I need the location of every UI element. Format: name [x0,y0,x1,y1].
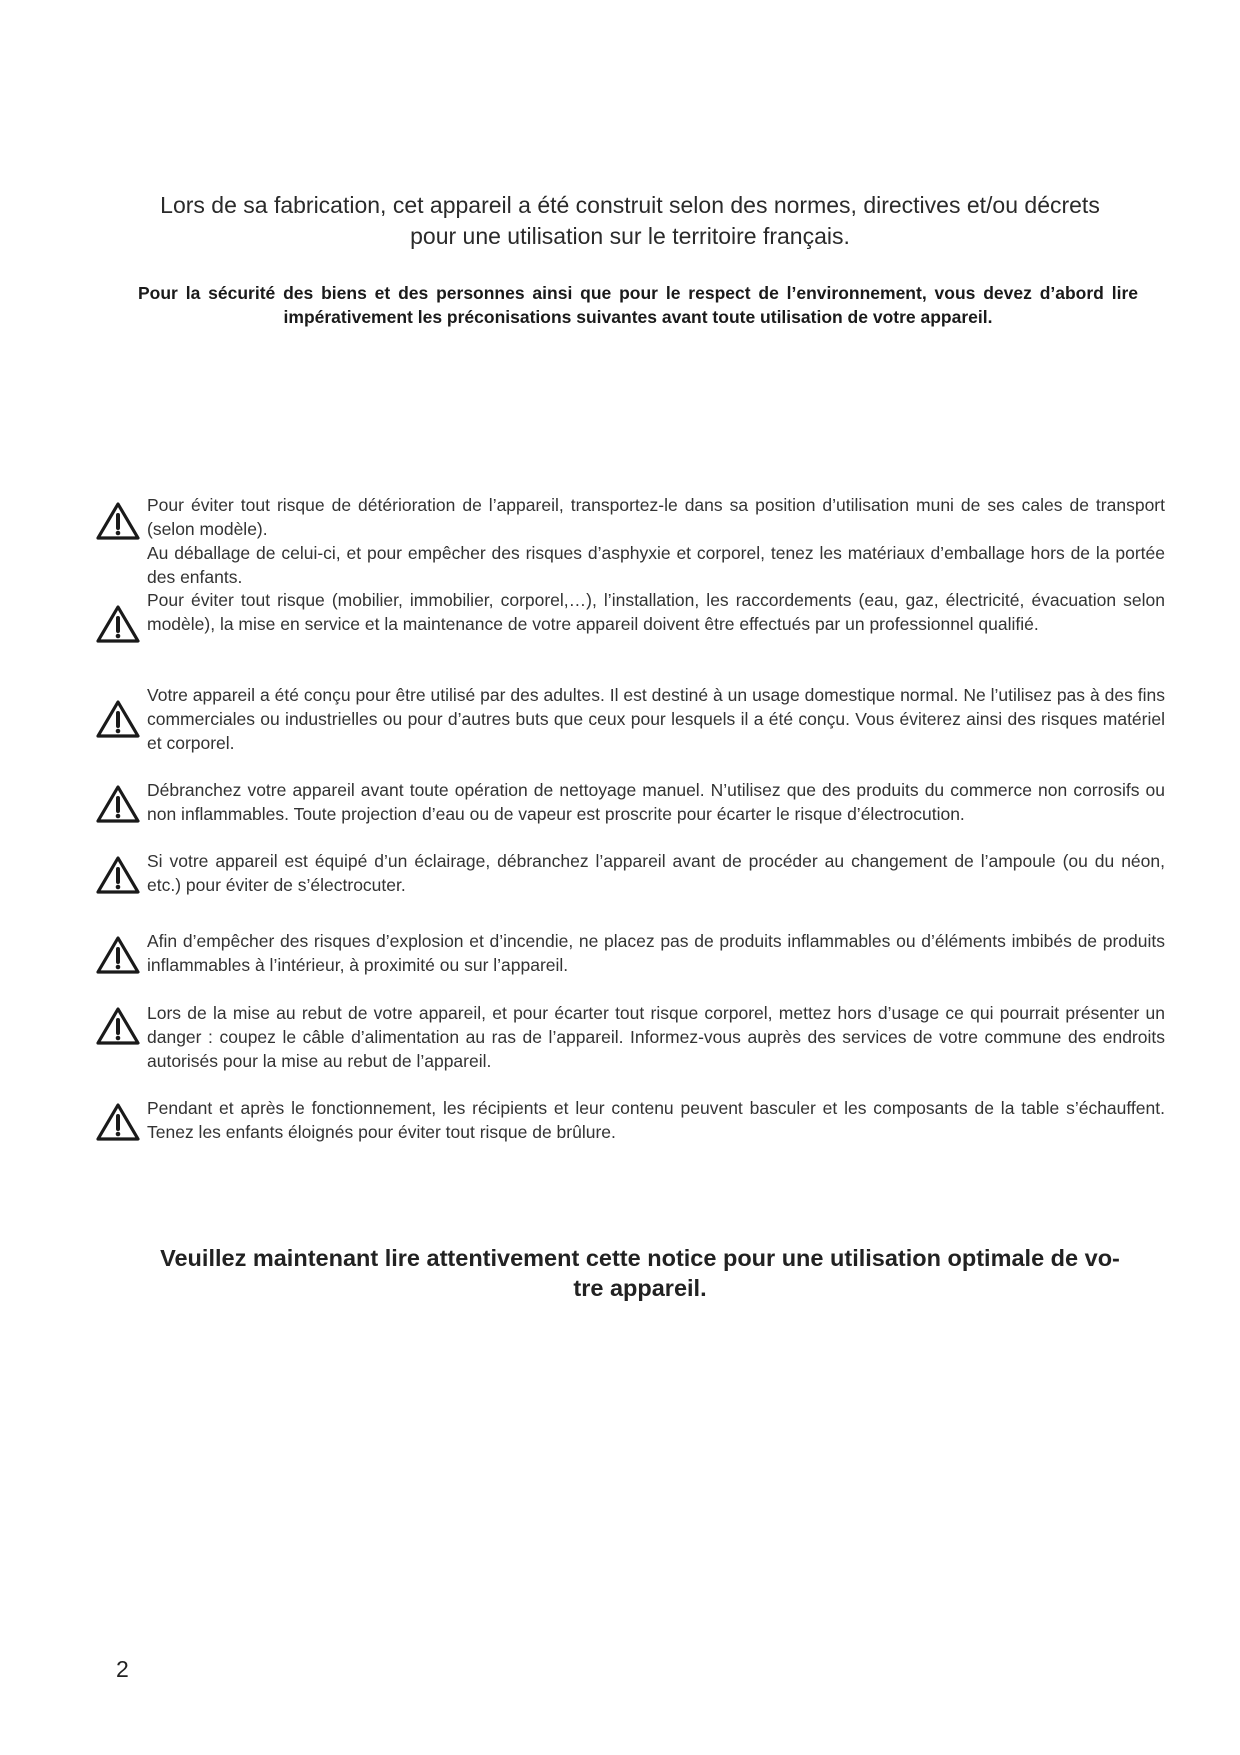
warning-paragraph: Pour éviter tout risque (mobilier, immobilier, corporel,…), l’installation, les raccordements (eau, gaz, électricité, évacuation selon modèle), la mise en service et la maintenance de votre appareil doivent être effectués par un professionnel qualifié. [147,590,1165,634]
warning-text [147,493,1165,589]
closing-line-2: tre appareil. [573,1275,707,1301]
warning-triangle-icon [95,604,141,644]
warning-triangle-icon [95,784,141,824]
warning-item-2 [95,588,1165,683]
warning-text [147,683,1165,755]
warning-text [147,849,1165,897]
warning-text [147,1001,1165,1073]
warning-item-6 [95,929,1165,1001]
warning-paragraph: Lors de la mise au rebut de votre appareil, et pour écarter tout risque corporel, mettez hors d’usage ce qui pourrait présenter un danger : coupez le câble d’alimentation au ras de l’appareil. Informez-vous auprès des services de votre commune des endroits autorisés pour la mise au rebut de l’appareil. [147,1003,1165,1071]
closing-line-1: Veuillez maintenant lire attentivement cette notice pour une utilisation optimale de vo- [160,1245,1120,1271]
warning-text [147,1096,1165,1144]
warning-paragraph: Si votre appareil est équipé d’un éclairage, débranchez l’appareil avant de procéder au changement de l’ampoule (ou du néon, etc.) pour éviter de s’électrocuter. [147,851,1165,895]
intro-line-2: pour une utilisation sur le territoire français. [410,223,850,249]
safety-intro-bold: Pour la sécurité des biens et des personnes ainsi que pour le respect de l’environnement, vous devez d’abord lire impérativement les préconisations suivantes avant toute utilisation de votre appareil. [138,283,1138,327]
warning-triangle-icon [95,699,141,739]
page-number: 2 [116,1656,129,1682]
closing-statement [120,1243,1160,1303]
warning-triangle-icon [95,1102,141,1142]
intro-statement [130,190,1130,252]
warning-triangle-icon [95,501,141,541]
warning-item-8 [95,1096,1165,1167]
warning-text [147,929,1165,977]
warning-item-1 [95,493,1165,588]
warning-text [147,588,1165,636]
warning-item-7 [95,1001,1165,1096]
warning-triangle-icon [95,855,141,895]
warnings-list [95,493,1165,1167]
warning-paragraph: Pour éviter tout risque de détérioration de l’appareil, transportez-le dans sa position d’utilisation muni de ses cales de transport (selon modèle). [147,495,1165,539]
warning-paragraph: Débranchez votre appareil avant toute opération de nettoyage manuel. N’utilisez que des produits du commerce non corrosifs ou non inflammables. Toute projection d’eau ou de vapeur est proscrite pour écarter le risque d’électrocution. [147,780,1165,824]
warning-item-5 [95,849,1165,929]
warning-paragraph: Afin d’empêcher des risques d’explosion et d’incendie, ne placez pas de produits inflammables ou d’éléments imbibés de produits inflammables à l’intérieur, à proximité ou sur l’appareil. [147,931,1165,975]
warning-paragraph: Votre appareil a été conçu pour être utilisé par des adultes. Il est destiné à un usage domestique normal. Ne l’utilisez pas à des fins commerciales ou industrielles ou pour d’autres buts que ceux pour lesquels il a été conçu. Vous éviterez ainsi des risques matériel et corporel. [147,685,1165,753]
warning-item-3 [95,683,1165,778]
warning-text [147,778,1165,826]
intro-line-1: Lors de sa fabrication, cet appareil a été construit selon des normes, directives et/ou décrets [160,192,1100,218]
warning-triangle-icon [95,1006,141,1046]
warning-paragraph: Au déballage de celui-ci, et pour empêcher des risques d’asphyxie et corporel, tenez les matériaux d’emballage hors de la portée des enfants. [147,543,1165,587]
warning-paragraph: Pendant et après le fonctionnement, les récipients et leur contenu peuvent basculer et les composants de la table s’échauffent. Tenez les enfants éloignés pour éviter tout risque de brûlure. [147,1098,1165,1142]
warning-triangle-icon [95,935,141,975]
warning-item-4 [95,778,1165,849]
